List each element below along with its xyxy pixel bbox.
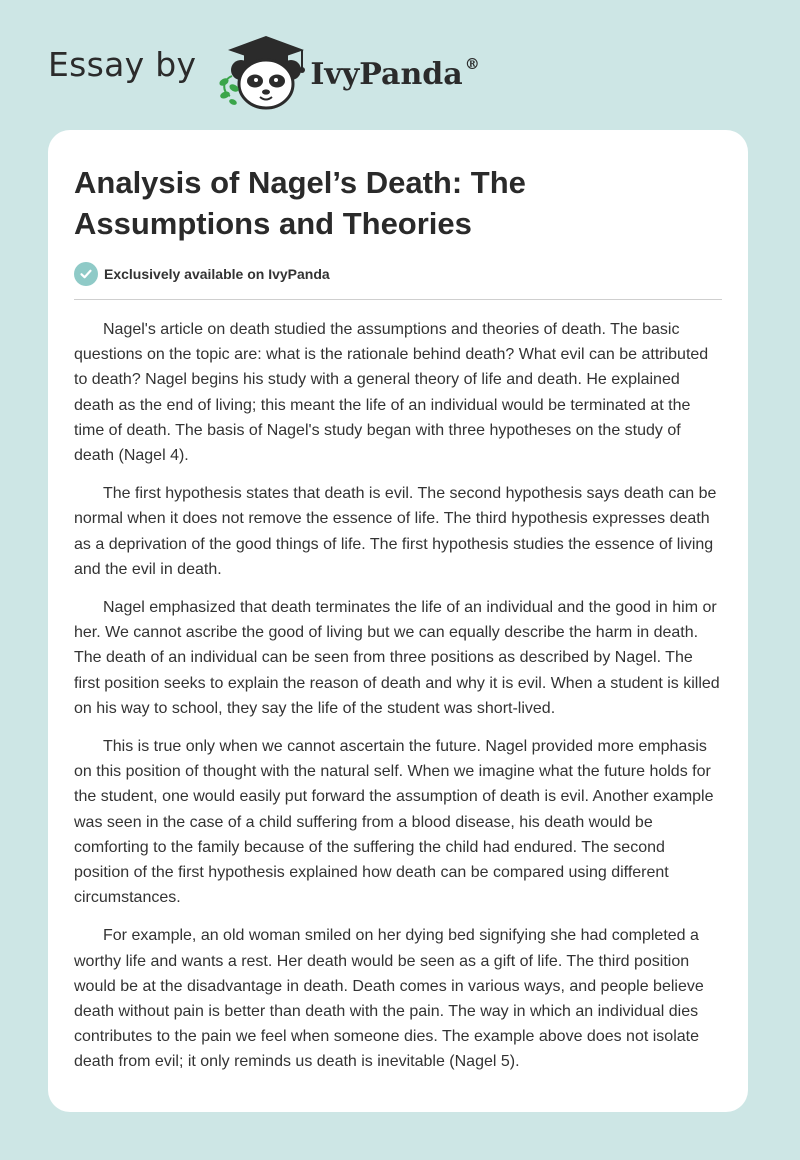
essay-card <box>48 130 748 1112</box>
exclusive-badge-label: Exclusively available on IvyPanda <box>104 266 330 282</box>
paragraph: Nagel's article on death studied the assumptions and theories of death. The basic questions on the topic are: what is the rationale behind death? What evil can be attributed to death? Nagel begins his study with a general theory of life and death. He explained death as the end of living; this meant the life of an individual would be terminated at the time of death. The basis of Nagel's study began with three hypotheses on the study of death (Nagel 4). <box>74 321 709 465</box>
paragraph: For example, an old woman smiled on her dying bed signifying she had completed a worthy life and wants a rest. Her death would be seen as a gift of life. The third position would be at the disadvantage in death. Death comes in various ways, and people believe death without pain is better than death with the pain. The way in which an individual dies contributes to the pain we feel when someone dies. The example above does not isolate death from evil; it only reminds us death is inevitable (Nagel 5). <box>74 927 704 1071</box>
essay-body <box>74 317 722 1075</box>
check-icon <box>74 262 98 286</box>
registered-mark: ® <box>464 54 480 73</box>
brand-name[interactable] <box>310 54 480 92</box>
paragraph: This is true only when we cannot ascertain the future. Nagel provided more emphasis on this position of thought with the natural self. When we imagine what the future holds for the student, one would easily put forward the assumption of death is evil. Another example was seen in the case of a child suffering from a blood disease, his death would be comforting to the family because of the suffering the child had endured. The second position of the first hypothesis explained how death can be compared using different circumstances. <box>74 738 714 907</box>
site-header <box>48 30 480 110</box>
paragraph: The first hypothesis states that death is evil. The second hypothesis says death can be normal when it does not remove the essence of life. The third hypothesis expresses death as a deprivation of the good things of life. The first hypothesis studies the essence of living and the evil in death. <box>74 485 717 578</box>
panda-graduate-icon[interactable] <box>214 30 306 110</box>
page-title: Analysis of Nagel’s Death: The Assumptions and Theories <box>74 165 526 241</box>
paragraph: Nagel emphasized that death terminates the life of an individual and the good in him or her. We cannot ascribe the good of living but we can equally describe the harm in death. The death of an individual can be seen from three positions as described by Nagel. The first position seeks to explain the reason of death and why it is evil. When a student is killed on his way to school, they say the life of the student was short-lived. <box>74 599 720 717</box>
exclusive-badge <box>74 262 722 300</box>
essay-by-label: Essay by <box>48 44 197 84</box>
brand-name-text: IvyPanda <box>310 56 463 92</box>
